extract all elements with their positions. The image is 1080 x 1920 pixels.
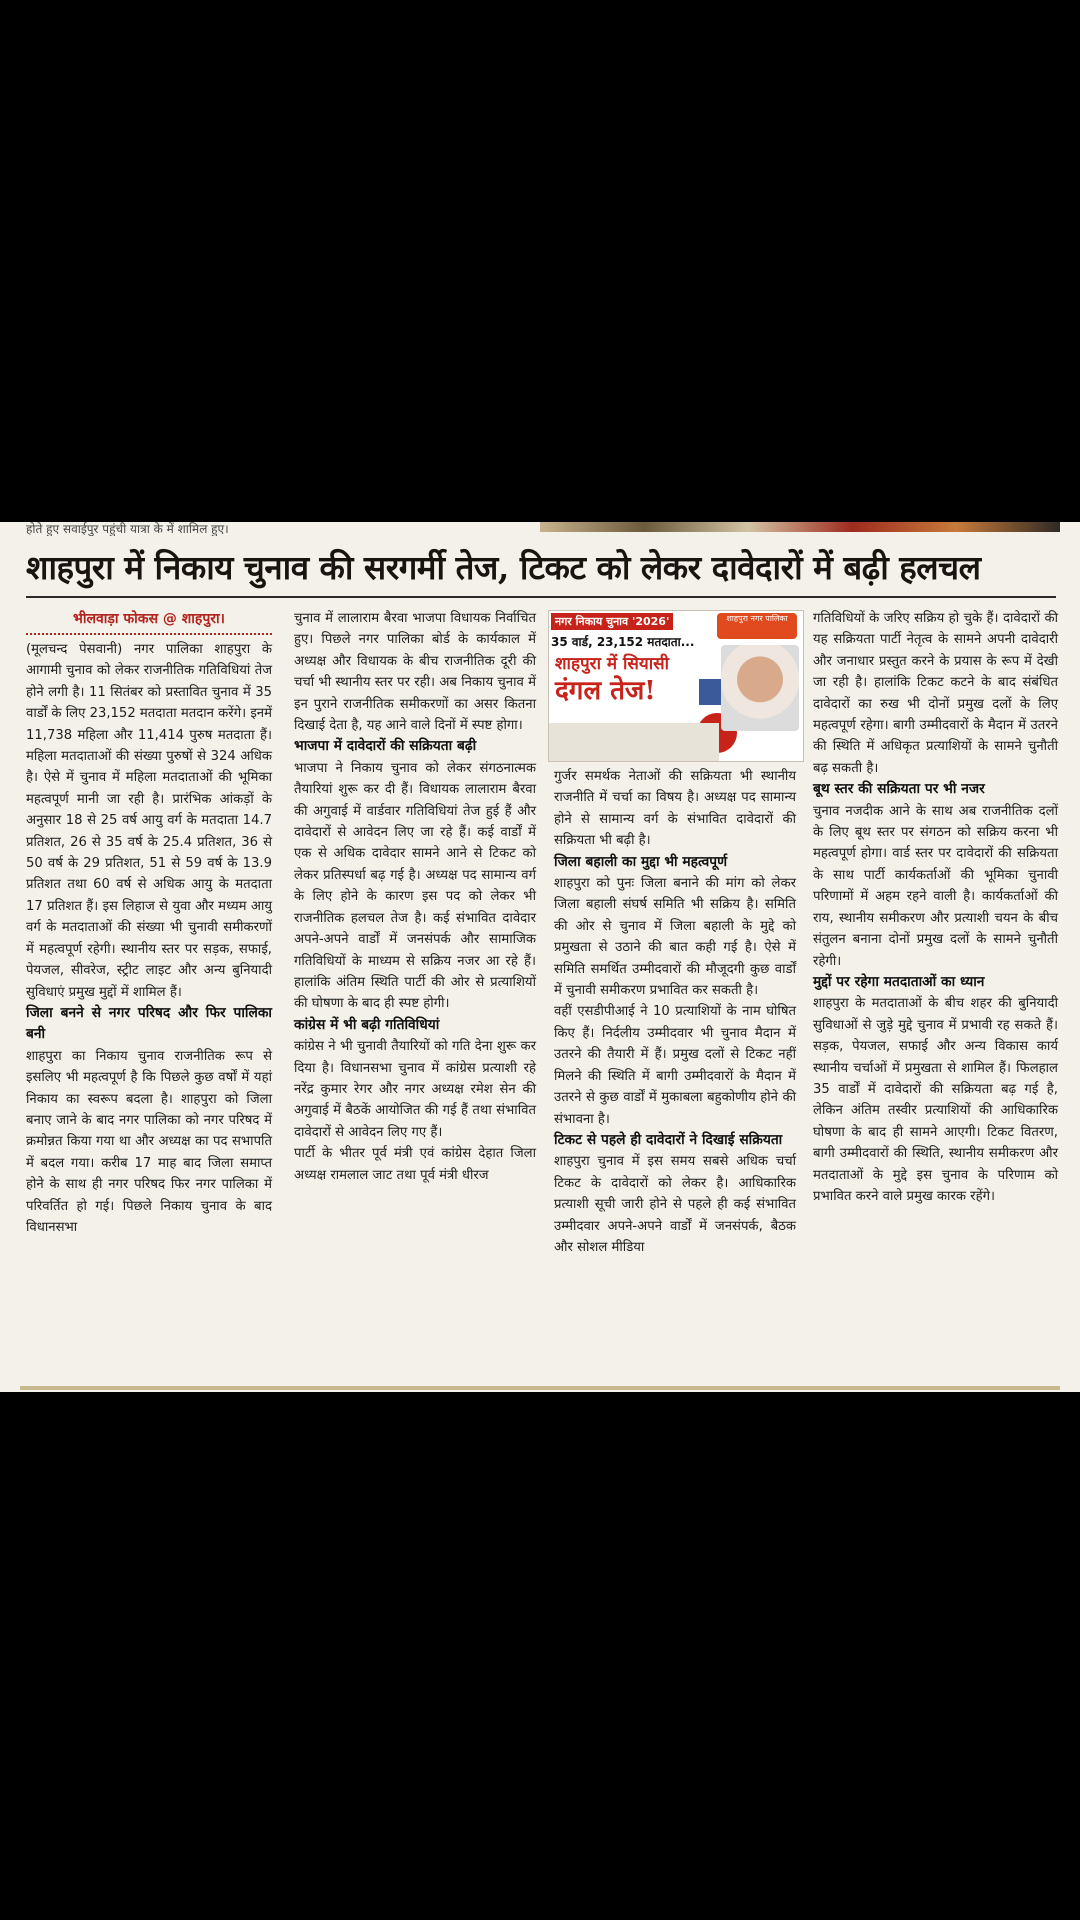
promo-stats-strip — [549, 723, 719, 761]
promo-line-1: 35 वार्ड, 23,152 मतदाता... — [551, 635, 695, 649]
paragraph: (मूलचन्द पेसवानी) नगर पालिका शाहपुरा के आगामी चुनाव को लेकर राजनीतिक गतिविधियां तेज होने लगी है। 11 सितंबर को प्रस्तावित चुनाव में 35 वार्डों के लिए 23,152 मतदाता मतदान करेंगे। इनमें 11,738 महिला और 11,414 पुरुष मतदाता हैं। महिला मतदाताओं की संख्या पुरुषों से 324 अधिक है। ऐसे में चुनाव में महिला मतदाताओं की भूमिका महत्वपूर्ण मानी जा रही है। प्रारंभिक आंकड़ों के अनुसार 18 से 25 वर्ष आयु वर्ग के मतदाता 14.7 प्रतिशत, 26 से 35 वर्ष के 25.4 प्रतिशत, 36 से 50 वर्ष के 29 प्रतिशत, 51 से 59 वर्ष के 13.9 प्रतिशत तथा 60 वर्ष से अधिक आयु के मतदाता 17 प्रतिशत हैं। इस लिहाज से युवा और मध्यम आयु वर्ग के मतदाताओं की संख्या भी चुनावी समीकरणों में महत्वपूर्ण रहेगी। स्थानीय स्तर पर सड़क, सफाई, पेयजल, सीवरेज, स्ट्रीट लाइट और अन्य बुनियादी सुविधाएं प्रमुख मुद्दों में शामिल हैं। — [26, 642, 273, 1000]
byline: भीलवाड़ा फोकस @ शाहपुरा। — [26, 608, 272, 635]
promo-graphic — [548, 610, 804, 762]
portrait-photo — [721, 645, 799, 731]
column-3 — [554, 766, 796, 1258]
headline-rule — [26, 596, 1056, 598]
subheading: भाजपा में दावेदारों की सक्रियता बढ़ी — [294, 738, 477, 755]
paragraph: भाजपा ने निकाय चुनाव को लेकर संगठनात्मक तैयारियां शुरू कर दी हैं। विधायक लालाराम बैरवा की अगुवाई में वार्डवार गतिविधियां तेज हुई हैं और दावेदारों से आवेदन लिए जा रहे हैं। कई वार्डों में एक से अधिक दावेदार सामने आने से टिकट को लेकर प्रतिस्पर्धा बढ़ गई है। अध्यक्ष पद सामान्य वर्ग के लिए होने के कारण इस पद को लेकर भी राजनीतिक हलचल तेज है। कई संभावित दावेदार अपने-अपने वार्डों में जनसंपर्क और सामाजिक गतिविधियों के माध्यम से सक्रिय नजर आ रहे हैं। हालांकि अंतिम स्थिति पार्टी की ओर से प्रत्याशियों की घोषणा के बाद ही स्पष्ट होगी। — [294, 760, 536, 1012]
paragraph: गुर्जर समर्थक नेताओं की सक्रियता भी स्थानीय राजनीति में चर्चा का विषय है। अध्यक्ष पद सामान्य होने से सामान्य वर्ग के संभावित दावेदारों की सक्रियता भी बढ़ी है। — [554, 769, 796, 849]
subheading: कांग्रेस में भी बढ़ी गतिविधियां — [294, 1016, 440, 1033]
paragraph: शाहपुरा चुनाव में इस समय सबसे अधिक चर्चा टिकट के दावेदारों को लेकर है। आधिकारिक प्रत्याशी सूची जारी होने से पहले ही कई संभावित उम्मीदवार अपने-अपने वार्डों में जनसंपर्क, बैठक और सोशल मीडिया — [554, 1154, 796, 1255]
paragraph: पार्टी के भीतर पूर्व मंत्री एवं कांग्रेस देहात जिला अध्यक्ष रामलाल जाट तथा पूर्व मंत्री धीरज — [294, 1146, 536, 1183]
promo-line-3: दंगल तेज! — [555, 676, 656, 706]
column-2 — [294, 608, 536, 1186]
column-4 — [813, 608, 1058, 1207]
headline: शाहपुरा में निकाय चुनाव की सरगर्मी तेज, टिकट को लेकर दावेदारों में बढ़ी हलचल — [26, 548, 981, 587]
paragraph: गतिविधियों के जरिए सक्रिय हो चुके हैं। दावेदारों की यह सक्रियता पार्टी नेतृत्व के सामने अपनी दावेदारी और जनाधार प्रस्तुत करने के प्रयास के रूप में देखी जा रही है। हालांकि टिकट कटने के बाद संबंधित दावेदारों का रुख भी दोनों प्रमुख दलों के लिए महत्वपूर्ण रहेगा। बागी उम्मीदवारों के मैदान में उतरने की स्थिति में अधिकृत प्रत्याशियों के सामने चुनौती बढ़ सकती है। — [813, 611, 1058, 776]
subheading: बूथ स्तर की सक्रियता पर भी नजर — [813, 781, 985, 798]
paragraph: चुनाव में लालाराम बैरवा भाजपा विधायक निर्वाचित हुए। पिछले नगर पालिका बोर्ड के कार्यकाल में अध्यक्ष और विधायक के बीच राजनीतिक दूरी की चर्चा भी स्थानीय स्तर पर रही। अब निकाय चुनाव में इन पुराने राजनीतिक समीकरणों का असर कितना दिखाई देता है, यह आने वाले दिनों में स्पष्ट होगा। — [294, 611, 536, 734]
subheading: टिकट से पहले ही दावेदारों ने दिखाई सक्रियता — [554, 1131, 783, 1148]
paragraph: वहीं एसडीपीआई ने 10 प्रत्याशियों के नाम घोषित किए हैं। निर्दलीय उम्मीदवार भी चुनाव मैदान में उतरने की तैयारी में हैं। प्रमुख दलों से टिकट नहीं मिलने की स्थिति में बागी उम्मीदवारों के मैदान में उतरने से कुछ वार्डों में मुकाबला बहुकोणीय होने की संभावना है। — [554, 1004, 796, 1127]
promo-line-2: शाहपुरा में सियासी — [555, 654, 670, 674]
subheading: जिला बनने से नगर परिषद और फिर पालिका बनी — [26, 1004, 272, 1043]
subheading: मुद्दों पर रहेगा मतदाताओं का ध्यान — [813, 973, 985, 990]
promo-logo: शाहपुरा नगर पालिका — [717, 613, 797, 639]
footer-rule — [20, 1386, 1060, 1390]
previous-article-fragment: होते हुए सवाईपुर पहुंची यात्रा के में शामिल हुए। — [26, 522, 229, 536]
column-1 — [26, 608, 272, 1238]
paragraph: चुनाव नजदीक आने के साथ अब राजनीतिक दलों के लिए बूथ स्तर पर संगठन को सक्रिय करना भी महत्वपूर्ण होगा। वार्ड स्तर पर दावेदारों की सक्रियता के साथ पार्टी कार्यकर्ताओं की भूमिका चुनावी परिणामों में अहम रहने वाली है। कार्यकर्ताओं की राय, स्थानीय समीकरण और प्रत्याशी चयन के बीच संतुलन बनाना दोनों प्रमुख दलों के सामने चुनौती रहेगी। — [813, 803, 1058, 969]
newspaper-clipping — [0, 522, 1080, 1392]
subheading: जिला बहाली का मुद्दा भी महत्वपूर्ण — [554, 853, 728, 870]
previous-article-image-strip — [540, 522, 1060, 532]
promo-tag: नगर निकाय चुनाव '2026' — [551, 613, 673, 630]
paragraph: शाहपुरा को पुनः जिला बनाने की मांग को लेकर जिला बहाली संघर्ष समिति भी सक्रिय है। समिति की ओर से चुनाव में जिला बहाली के मुद्दे को प्रमुखता से उठाने की बात कही गई है। ऐसे में समिति समर्थित उम्मीदवारों की मौजूदगी कुछ वार्डों में चुनावी समीकरण प्रभावित कर सकती है। — [554, 876, 796, 999]
paragraph: शाहपुरा का निकाय चुनाव राजनीतिक रूप से इसलिए भी महत्वपूर्ण है कि पिछले कुछ वर्षों में यहां निकाय का स्वरूप बदला है। शाहपुरा को जिला बनाए जाने के बाद नगर पालिका को नगर परिषद में क्रमोन्नत किया गया था और अध्यक्ष का पद सभापति में बदल गया। करीब 17 माह बाद जिला समाप्त होने के साथ ही नगर परिषद फिर नगर पालिका में परिवर्तित हो गई। पिछले निकाय चुनाव के बाद विधानसभा — [26, 1048, 272, 1235]
paragraph: कांग्रेस ने भी चुनावी तैयारियों को गति देना शुरू कर दिया है। विधानसभा चुनाव में कांग्रेस प्रत्याशी रहे नरेंद्र कुमार रेगर और नगर अध्यक्ष रमेश सेन की अगुवाई में बैठकें आयोजित की गई हैं तथा संभावित दावेदारों से आवेदन लिए गए हैं। — [294, 1039, 536, 1140]
paragraph: शाहपुरा के मतदाताओं के बीच शहर की बुनियादी सुविधाओं से जुड़े मुद्दे चुनाव में प्रभावी रह सकते हैं। सड़क, पेयजल, सफाई और अन्य विकास कार्य स्थानीय चर्चाओं में प्रमुखता से शामिल हैं। फिलहाल 35 वार्डों में दावेदारों की सक्रियता बढ़ गई है, लेकिन अंतिम तस्वीर प्रत्याशियों की आधिकारिक घोषणा के बाद ही सामने आएगी। टिकट वितरण, बागी उम्मीदवारों की स्थिति, स्थानीय समीकरण और मतदाताओं के मुद्दे इस चुनाव के परिणाम को प्रभावित करने वाले प्रमुख कारक रहेंगे। — [813, 996, 1058, 1204]
